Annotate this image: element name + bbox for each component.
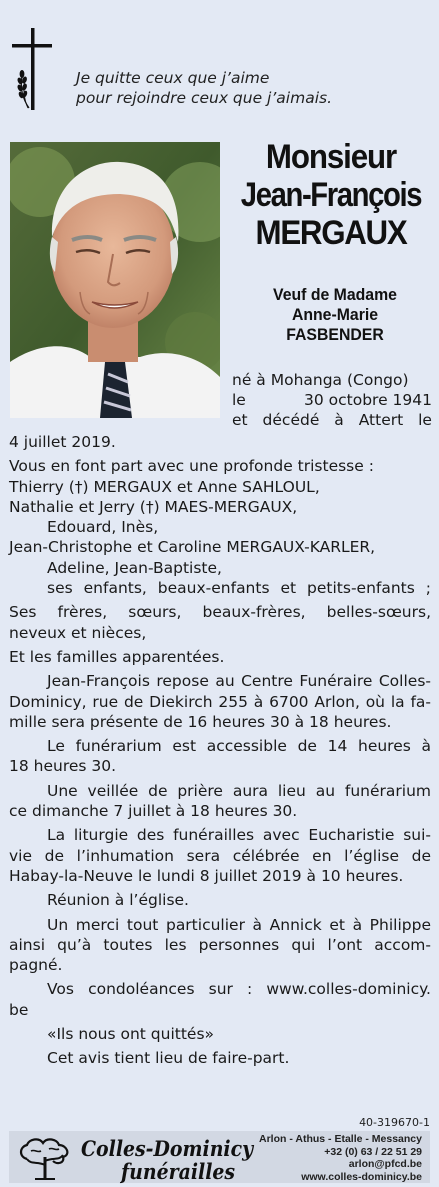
birth-le: le [232,391,246,409]
condolences-line: Vos condoléances sur : www.colles-dominicy. [47,980,431,999]
phone: +32 (0) 63 / 22 51 29 [324,1145,422,1158]
spouse-block [240,285,430,345]
widow-line-1: Veuf de Madame [273,285,397,304]
portrait-photo [10,142,220,418]
repose-paragraph: mille sera présente de 16 heures 30 à 18 heures. [9,712,392,731]
brand-subtitle: funérailles [121,1159,236,1184]
birth-death-details [232,370,432,430]
quote-line-2: pour rejoindre ceux que j’aimais. [76,89,332,107]
death-place: Attert [358,411,404,429]
locations: Arlon - Athus - Etalle - Messancy [259,1133,422,1145]
widow-line-3: FASBENDER [286,325,384,344]
family-summary: ses enfants, beaux-enfants et petits-enfants ; [47,579,431,598]
notice-reference: 40-319670-1 [359,1116,430,1129]
first-name: Jean-François [240,176,422,214]
contact-info [259,1133,422,1183]
family-line: Jean-Christophe et Caroline MERGAUX-KARLER, [9,538,376,557]
brand-name: Colles-Dominicy [81,1136,254,1161]
death-word-decede: décédé [262,411,320,429]
announcement-body [9,432,431,1069]
family-line: Edouard, Inès, [47,518,159,537]
deceased-name-block [226,138,436,252]
honorific: Monsieur [265,138,397,176]
family-line: Thierry (†) MERGAUX et Anne SAHLOUL, [9,477,320,496]
siblings-line: Ses frères, sœurs, beaux-frères, belles-sœurs, [9,603,431,622]
gathering-line: Réunion à l’église. [47,891,189,910]
epitaph-quote [76,68,426,108]
tree-logo-icon [17,1135,73,1181]
family-line: Nathalie et Jerry (†) MAES-MERGAUX, [9,497,298,516]
cross-with-wheat-icon [12,28,52,110]
funerarium-hours: 18 heures 30. [9,757,117,776]
liturgy-paragraph: Habay-la-Neuve le lundi 8 juillet 2019 à 10 heures. [9,866,404,885]
birth-date: 30 octobre 1941 [304,391,432,409]
closing-line: Cet avis tient lieu de faire-part. [47,1049,290,1068]
liturgy-paragraph: vie de l’inhumation sera célébrée en l’église de [9,846,431,865]
death-date: 4 juillet 2019. [9,433,116,451]
announcement-intro: Vous en font part avec une profonde tristesse : [9,457,374,476]
death-word-et: et [232,411,248,429]
repose-paragraph: Jean-François repose au Centre Funéraire Colles- [47,672,431,691]
relatives-line: Et les familles apparentées. [9,647,225,666]
email: arlon@pfcd.be [348,1158,422,1170]
thanks-paragraph: Un merci tout particulier à Annick et à Philippe [47,915,431,934]
thanks-paragraph: ainsi qu’à toutes les personnes qui l’ont accom- [9,935,431,954]
siblings-line: neveux et nièces, [9,623,147,642]
website: www.colles-dominicy.be [301,1170,422,1183]
surname: MERGAUX [255,214,407,252]
quote-line-1: Je quitte ceux que j’aime [76,69,270,87]
vigil-paragraph: ce dimanche 7 juillet à 18 heures 30. [9,802,298,821]
family-line: Adeline, Jean-Baptiste, [47,558,222,577]
liturgy-paragraph: La liturgie des funérailles avec Eucharistie sui- [47,826,431,845]
repose-paragraph: Dominicy, rue de Diekirch 255 à 6700 Arlon, où la fa- [9,692,431,711]
birth-place: né à Mohanga (Congo) [232,371,409,389]
death-word-le: le [418,411,432,429]
thanks-paragraph: pagné. [9,956,63,975]
vigil-paragraph: Une veillée de prière aura lieu au funérarium [47,781,431,800]
quote-line: «Ils nous ont quittés» [47,1025,215,1044]
funeral-home-footer [9,1131,430,1183]
widow-line-2: Anne-Marie [291,305,379,324]
condolences-line: be [9,1000,29,1019]
death-word-a: à [334,411,344,429]
funerarium-hours: Le funérarium est accessible de 14 heures à [47,737,431,756]
